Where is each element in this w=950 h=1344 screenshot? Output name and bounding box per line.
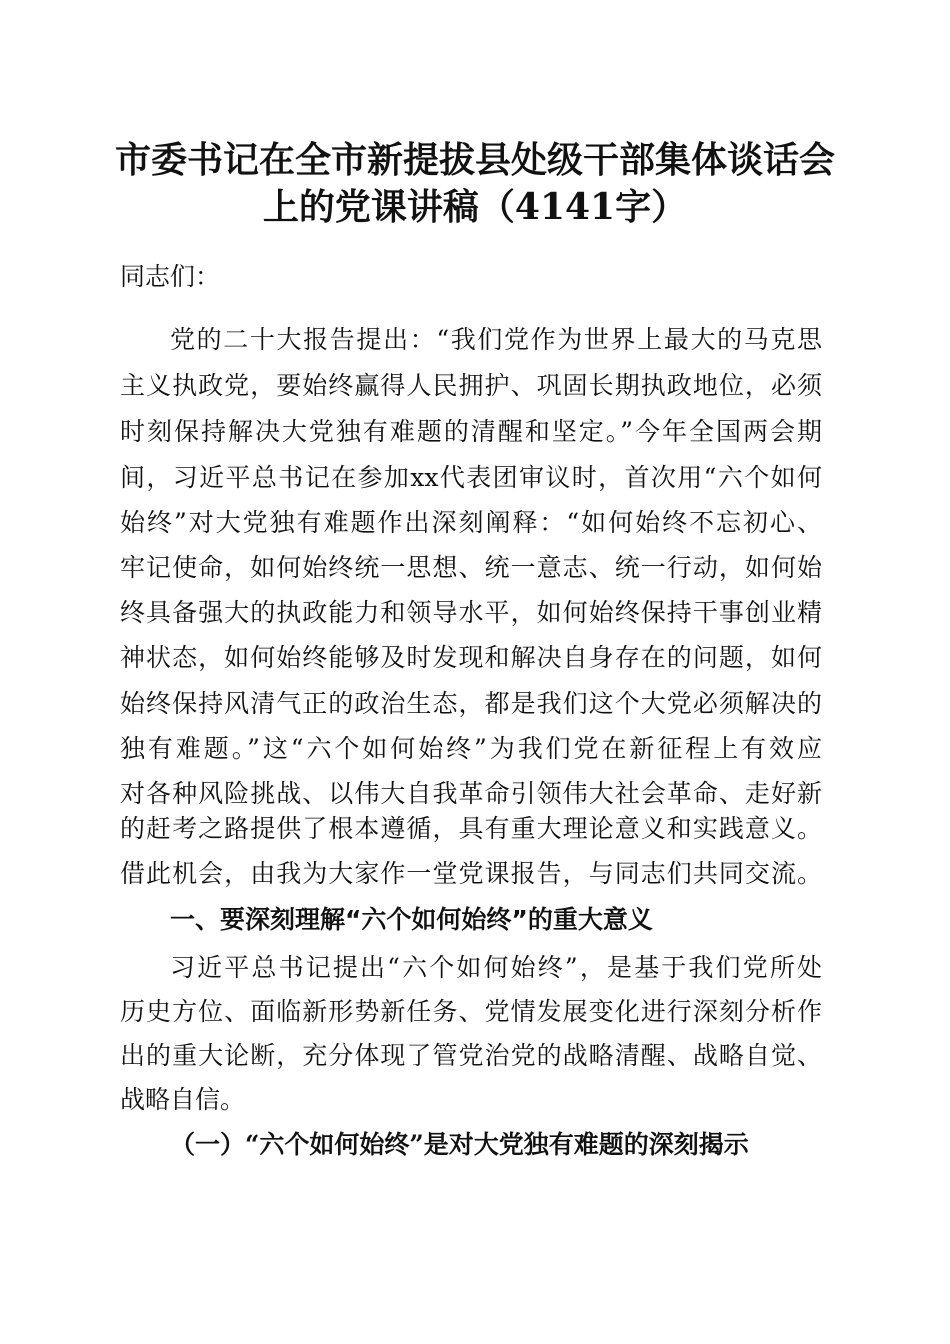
paragraph-2-line: 出的重大论断，充分体现了管党治党的战略清醒、战略自觉、 — [120, 1041, 822, 1070]
paragraph-1-line: 神状态，如何始终能够及时发现和解决自身存在的问题，如何 — [120, 643, 822, 672]
paragraph-1-line: 的赶考之路提供了根本遵循，具有重大理论意义和实践意义。 — [120, 814, 822, 843]
paragraph-1-line: 主义执政党，要始终赢得人民拥护、巩固长期执政地位，必须 — [120, 371, 822, 400]
paragraph-2-line: 战略自信。 — [120, 1085, 246, 1114]
salutation: 同志们： — [120, 262, 221, 291]
document-title-line-2: 上的党课讲稿（4141字） — [262, 186, 688, 228]
paragraph-1-line: 间，习近平总书记在参加xx代表团审议时，首次用“六个如何 — [120, 463, 822, 492]
paragraph-1-line: 始终”对大党独有难题作出深刻阐释：“如何始终不忘初心、 — [120, 508, 822, 537]
paragraph-1-line: 始终保持风清气正的政治生态，都是我们这个大党必须解决的 — [120, 689, 822, 718]
paragraph-1-line: 借此机会，由我为大家作一堂党课报告，与同志们共同交流。 — [120, 859, 822, 888]
paragraph-1-line: 党的二十大报告提出：“我们党作为世界上最大的马克思 — [170, 325, 822, 354]
paragraph-1-line: 终具备强大的执政能力和领导水平，如何始终保持干事创业精 — [120, 598, 822, 627]
document-title-line-1: 市委书记在全市新提拔县处级干部集体谈话会 — [114, 139, 835, 181]
subsection-heading-1: （一）“六个如何始终”是对大党独有难题的深刻揭示 — [170, 1130, 749, 1159]
paragraph-1-line: 独有难题。”这“六个如何始终”为我们党在新征程上有效应 — [120, 734, 822, 763]
section-heading-1: 一、要深刻理解“六个如何始终”的重大意义 — [170, 905, 653, 934]
paragraph-1-line: 时刻保持解决大党独有难题的清醒和坚定。”今年全国两会期 — [120, 417, 822, 446]
paragraph-2-line: 历史方位、面临新形势新任务、党情发展变化进行深刻分析作 — [120, 997, 822, 1026]
paragraph-1-line: 牢记使命，如何始终统一思想、统一意志、统一行动，如何始 — [120, 553, 822, 582]
paragraph-2-line: 习近平总书记提出“六个如何始终”，是基于我们党所处 — [170, 953, 822, 982]
paragraph-1-line: 对各种风险挑战、以伟大自我革命引领伟大社会革命、走好新 — [120, 779, 822, 808]
